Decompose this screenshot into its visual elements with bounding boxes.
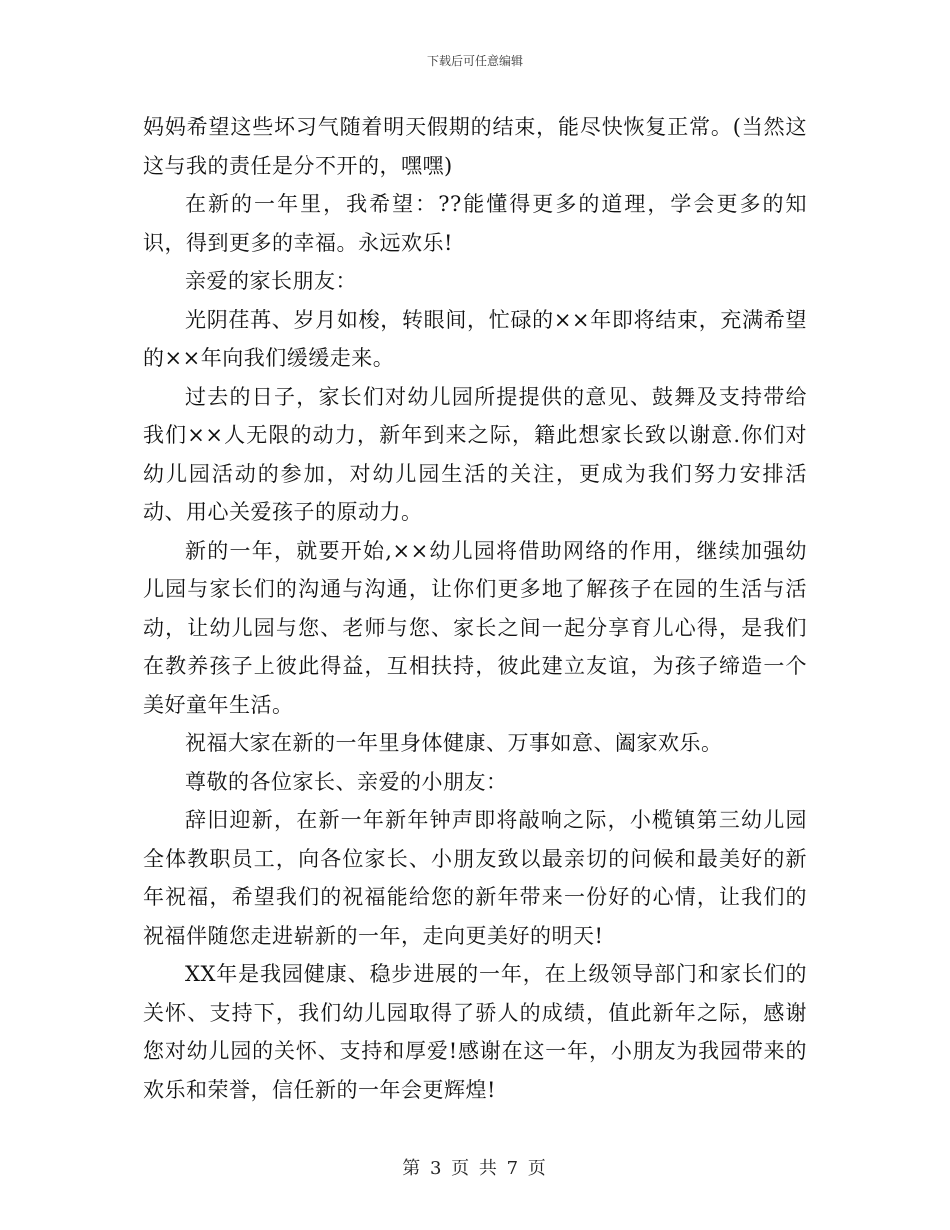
paragraph-7: 祝福大家在新的一年里身体健康、万事如意、阖家欢乐。 [185, 731, 723, 755]
document-body [143, 108, 807, 1109]
paragraph-8: 尊敬的各位家长、亲爱的小朋友： [185, 769, 508, 794]
paragraph-1: 妈妈希望这些坏习气随着明天假期的结束，能尽快恢复正常。(当然这这与我的责任是分不开的，嘿嘿) [143, 115, 807, 178]
paragraph-6: 新的一年，就要开始,××幼儿园将借助网络的作用，继续加强幼儿园与家长们的沟通与沟通，让你们更多地了解孩子在园的生活与活动，让幼儿园与您、老师与您、家长之间一起分享育儿心得，是我们在教养孩子上彼此得益，互相扶持，彼此建立友谊，为孩子缔造一个美好童年生活。 [143, 538, 807, 717]
paragraph-2: 在新的一年里，我希望：??能懂得更多的道理，学会更多的知识，得到更多的幸福。永远欢乐! [143, 192, 807, 255]
paragraph-3: 亲爱的家长朋友： [185, 269, 357, 293]
paragraph-10: XX年是我园健康、稳步进展的一年，在上级领导部门和家长们的关怀、支持下，我们幼儿园取得了骄人的成绩，值此新年之际，感谢您对幼儿园的关怀、支持和厚爱!感谢在这一年，小朋友为我园带来的欢乐和荣誉，信任新的一年会更辉煌! [143, 962, 807, 1102]
page-number-footer: 第 3 页 共 7 页 [402, 1158, 548, 1179]
page-header: 下载后可任意编辑 [426, 54, 523, 68]
paragraph-4: 光阴荏苒、岁月如梭，转眼间，忙碌的××年即将结束，充满希望的××年向我们缓缓走来。 [143, 307, 807, 370]
paragraph-9: 辞旧迎新，在新一年新年钟声即将敲响之际，小榄镇第三幼儿园全体教职员工，向各位家长、小朋友致以最亲切的问候和最美好的新年祝福，希望我们的祝福能给您的新年带来一份好的心情，让我们的祝福伴随您走进崭新的一年，走向更美好的明天! [143, 808, 807, 948]
paragraph-5: 过去的日子，家长们对幼儿园所提提供的意见、鼓舞及支持带给我们××人无限的动力，新年到来之际，籍此想家长致以谢意.你们对幼儿园活动的参加，对幼儿园生活的关注，更成为我们努力安排活动、用心关爱孩子的原动力。 [143, 384, 807, 524]
